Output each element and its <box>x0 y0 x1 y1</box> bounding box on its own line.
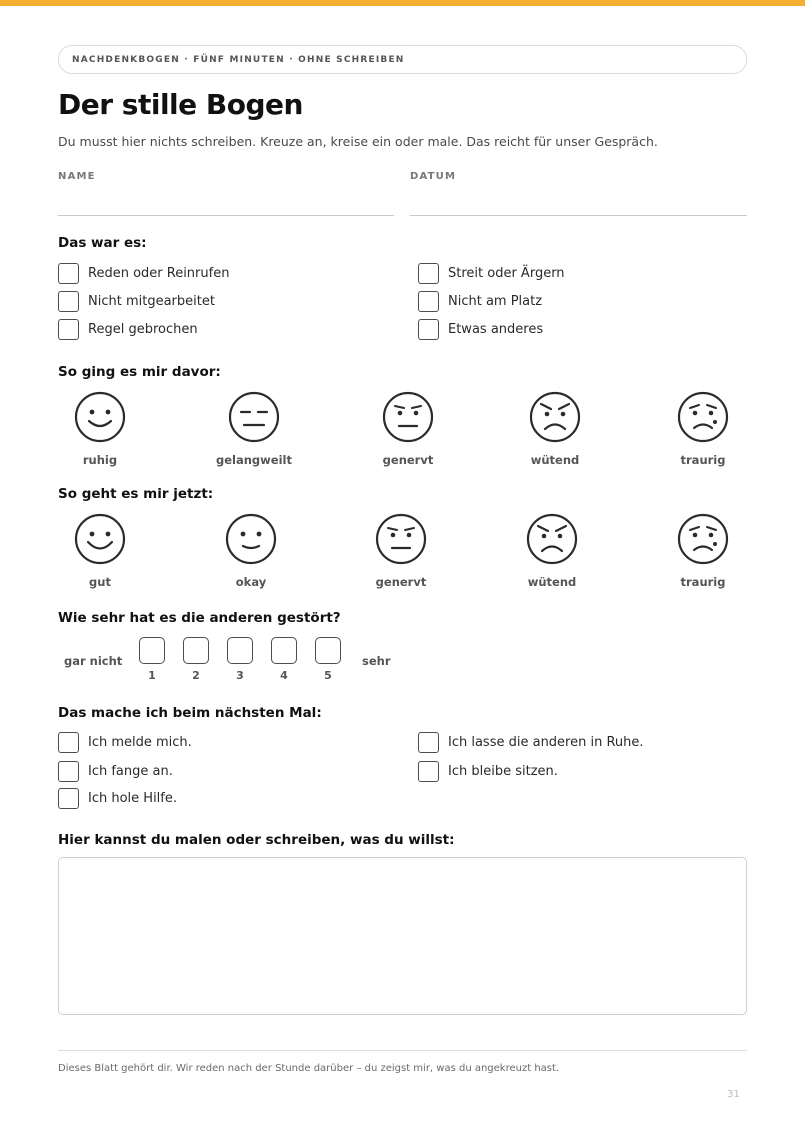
checkbox[interactable] <box>418 319 439 340</box>
option-label: Nicht mitgearbeitet <box>88 293 215 309</box>
kicker-pill <box>58 45 747 74</box>
face-label-genervt: genervt <box>375 575 427 589</box>
scale-number: 3 <box>236 669 244 682</box>
next-option-stay-seated[interactable] <box>418 760 558 782</box>
face-label-traurig: traurig <box>680 575 726 589</box>
incident-option-rule-broken[interactable] <box>58 318 198 340</box>
annoyed-face-icon[interactable] <box>380 389 436 445</box>
option-label: Ich lasse die anderen in Ruhe. <box>448 734 644 750</box>
scale-number: 4 <box>280 669 288 682</box>
next-time-heading: Das mache ich beim nächsten Mal: <box>58 705 322 721</box>
free-heading: Hier kannst du malen oder schreiben, was du willst: <box>58 832 455 848</box>
next-option-raise-hand[interactable] <box>58 731 192 753</box>
checkbox[interactable] <box>58 788 79 809</box>
smile-face-icon[interactable] <box>72 389 128 445</box>
checkbox[interactable] <box>58 263 79 284</box>
scale-number: 1 <box>148 669 156 682</box>
okay-face-icon[interactable] <box>223 511 279 567</box>
incident-option-other[interactable] <box>418 318 543 340</box>
next-option-start[interactable] <box>58 760 173 782</box>
incident-option-not-working[interactable] <box>58 290 215 312</box>
option-label: Ich hole Hilfe. <box>88 790 177 806</box>
kicker-text: NACHDENKBOGEN · FÜNF MINUTEN · OHNE SCHREIBEN <box>72 54 405 65</box>
checkbox[interactable] <box>58 732 79 753</box>
now-heading: So geht es mir jetzt: <box>58 486 214 502</box>
face-label-ruhig: ruhig <box>82 453 118 467</box>
date-label: DATUM <box>410 171 457 182</box>
option-label: Etwas anderes <box>448 321 544 337</box>
checkbox[interactable] <box>418 761 439 782</box>
disturbance-heading: Wie sehr hat es die anderen gestört? <box>58 610 341 626</box>
option-label: Streit oder Ärgern <box>448 265 565 281</box>
option-label: Nicht am Platz <box>448 293 543 309</box>
face-label-genervt: genervt <box>382 453 434 467</box>
checkbox[interactable] <box>58 761 79 782</box>
bored-face-icon[interactable] <box>226 389 282 445</box>
option-label: Ich melde mich. <box>88 734 192 750</box>
scale-box-4[interactable] <box>271 637 297 664</box>
sad-face-icon[interactable] <box>675 511 731 567</box>
option-label: Ich bleibe sitzen. <box>448 763 558 779</box>
option-label: Reden oder Reinrufen <box>88 265 230 281</box>
incident-option-not-seated[interactable] <box>418 290 542 312</box>
scale-number: 2 <box>192 669 200 682</box>
incident-heading: Das war es: <box>58 235 147 251</box>
angry-face-icon[interactable] <box>524 511 580 567</box>
face-label-okay: okay <box>235 575 267 589</box>
checkbox[interactable] <box>58 319 79 340</box>
checkbox[interactable] <box>58 291 79 312</box>
accent-top-bar <box>0 0 805 6</box>
footer-divider <box>58 1050 747 1051</box>
angry-face-icon[interactable] <box>527 389 583 445</box>
checkbox[interactable] <box>418 291 439 312</box>
page-subtitle: Du musst hier nichts schreiben. Kreuze an, kreise ein oder male. Das reicht für unser Gespräch. <box>58 134 658 149</box>
scale-low-label: gar nicht <box>64 654 123 668</box>
option-label: Regel gebrochen <box>88 321 198 337</box>
happy-face-icon[interactable] <box>72 511 128 567</box>
face-label-traurig: traurig <box>680 453 726 467</box>
checkbox[interactable] <box>418 732 439 753</box>
next-option-get-help[interactable] <box>58 787 177 809</box>
scale-box-5[interactable] <box>315 637 341 664</box>
page-title: Der stille Bogen <box>58 88 303 121</box>
scale-high-label: sehr <box>362 654 391 668</box>
footer-note: Dieses Blatt gehört dir. Wir reden nach der Stunde darüber – du zeigst mir, was du angekreuzt hast. <box>58 1063 560 1074</box>
next-option-leave-others[interactable] <box>418 731 644 753</box>
face-label-gelangweilt: gelangweilt <box>216 453 292 467</box>
drawing-area[interactable] <box>58 857 747 1015</box>
sad-face-icon[interactable] <box>675 389 731 445</box>
scale-box-1[interactable] <box>139 637 165 664</box>
date-field[interactable] <box>410 215 747 216</box>
face-label-wuetend: wütend <box>530 453 580 467</box>
before-heading: So ging es mir davor: <box>58 364 221 380</box>
scale-number: 5 <box>324 669 332 682</box>
checkbox[interactable] <box>418 263 439 284</box>
name-field[interactable] <box>58 215 394 216</box>
scale-box-3[interactable] <box>227 637 253 664</box>
incident-option-talking[interactable] <box>58 262 229 284</box>
incident-option-quarrel[interactable] <box>418 262 565 284</box>
name-label: NAME <box>58 171 96 182</box>
face-label-gut: gut <box>89 575 111 589</box>
face-label-wuetend: wütend <box>527 575 577 589</box>
scale-box-2[interactable] <box>183 637 209 664</box>
option-label: Ich fange an. <box>88 763 173 779</box>
page-number: 31 <box>727 1089 740 1100</box>
annoyed-face-icon[interactable] <box>373 511 429 567</box>
